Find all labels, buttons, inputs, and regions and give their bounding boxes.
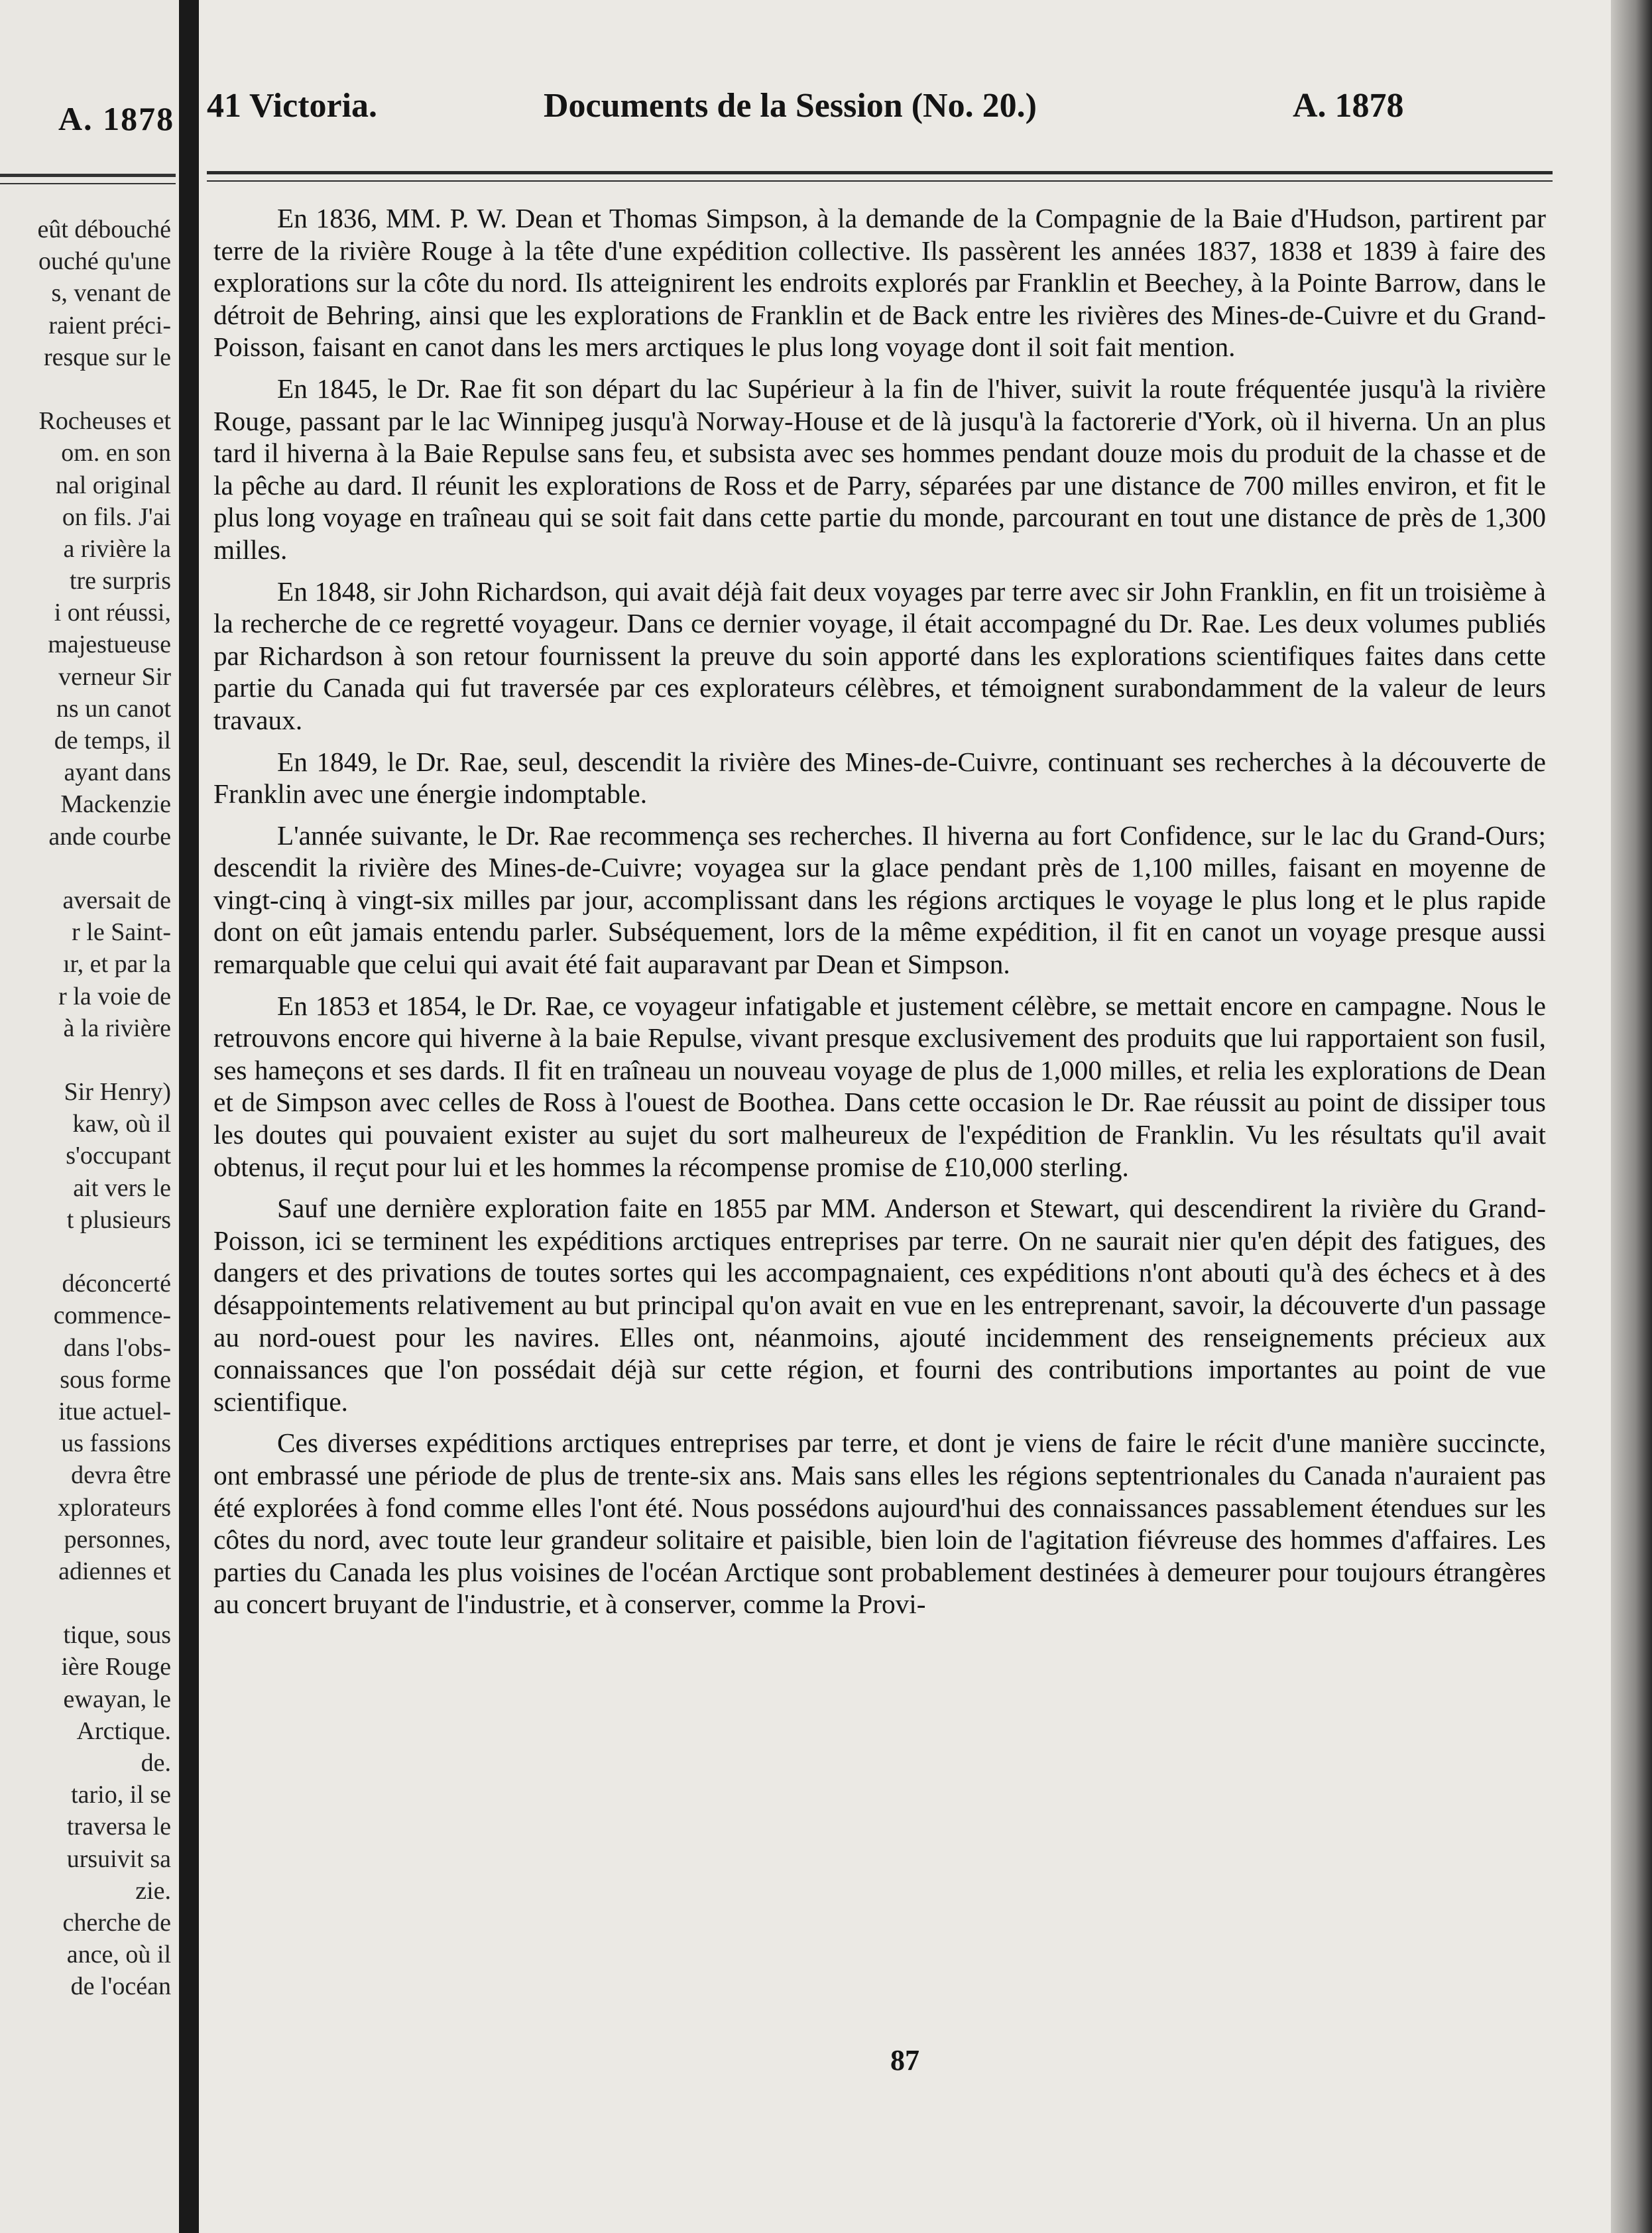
facing-page-line: déconcerté	[62, 1270, 171, 1298]
facing-page-line: us fassions	[61, 1429, 171, 1458]
facing-page-header: A. 1878	[58, 100, 175, 137]
paragraph: En 1853 et 1854, le Dr. Rae, ce voyageur infatigable et justement célèbre, se mettait encore en campagne. Nous le retrouvons encore qui hiverne à la baie Repulse, vivant presque exclusivement des produits que lui rapportaient son fusil, ses hameçons et ses dards. Il fit en traîneau un nouveau voyage de plus de 1,000 milles, et relia les explorations de Dean et de Simpson avec celles de Ross à l'ouest de Boothea. Dans cette occasion le Dr. Rae réussit au point de dissiper tous les doutes qui pouvaient exister au sujet du sort malheureux de l'expédition de Franklin. Vu les résultats qu'il avait obtenus, il reçut pour lui et les hommes la récompense promise de £10,000 sterling.	[213, 990, 1546, 1182]
paragraph: En 1845, le Dr. Rae fit son départ du lac Supérieur à la fin de l'hiver, suivit la route fréquentée jusqu'à la rivière Rouge, passant par le lac Winnipeg jusqu'à Norway-House et de là jusqu'à la factorerie d'York, où il hiverna. Un an plus tard il hiverna à la Baie Repulse sans feu, et subsista avec ses hommes pendant douze mois du produit de la chasse et de la pêche au dard. Il réunit les explorations de Ross et de Parry, séparées par une distance de 700 milles environ, et fit le plus long voyage en traîneau qui se soit fait dans cette partie du monde, parcourant en tout une distance de près de 1,300 milles.	[213, 373, 1546, 565]
paragraph: En 1849, le Dr. Rae, seul, descendit la rivière des Mines-de-Cuivre, continuant ses recherches à la découverte de Franklin avec une énergie indomptable.	[213, 746, 1546, 810]
facing-page-line: itue actuel-	[58, 1397, 171, 1425]
facing-page-line: tre surpris	[69, 567, 171, 595]
document-page	[199, 0, 1611, 2233]
facing-page-line: zie.	[135, 1876, 171, 1905]
facing-page-line: r la voie de	[58, 982, 171, 1010]
paragraph: En 1848, sir John Richardson, qui avait déjà fait deux voyages par terre avec sir John Franklin, en fit un troisième à la recherche de ce regretté voyageur. Dans ce dernier voyage, il était accompagné du Dr. Rae. Les deux volumes publiés par Richardson à son retour fournissent la preuve du soin apporté dans les explorations scientifiques faites dans cette partie du Canada qui fut traversée par ces explorateurs célèbres, et témoignent surabondamment de la valeur de leurs travaux.	[213, 575, 1546, 735]
facing-page-rule	[0, 174, 176, 177]
paragraph: Ces diverses expéditions arctiques entreprises par terre, et dont je viens de faire le récit d'une manière succincte, ont embrassé une période de plus de trente-six ans. Mais sans elles les régions septentrionales du Canada n'auraient pas été explorées à fond comme elles l'ont été. Nous possédons aujourd'hui des connaissances passablement étendues sur les côtes du nord, avec toute leur grandeur solitaire et paisible, bien loin de l'agitation fiévreuse des hommes d'affaires. Les parties du Canada les plus voisines de l'océan Arctique sont probablement destinées à demeurer pour toujours étrangères au concert bruyant de l'industrie, et à conserver, comme la Provi-	[213, 1427, 1546, 1620]
facing-page-line: ande courbe	[48, 822, 171, 851]
facing-page-line	[0, 1044, 171, 1076]
facing-page-line: ursuivit sa	[66, 1844, 171, 1873]
facing-page-line: raient préci-	[48, 311, 171, 339]
header-volume: 41 Victoria.	[207, 87, 378, 125]
facing-page-line	[0, 853, 171, 884]
header-rule-thin	[207, 180, 1553, 182]
facing-page-line: eût débouché	[37, 215, 171, 243]
facing-page-line: à la rivière	[63, 1014, 171, 1042]
facing-page-line: r le Saint-	[72, 918, 171, 947]
facing-page-line: de.	[141, 1749, 171, 1777]
facing-page-line: ewayan, le	[63, 1685, 171, 1713]
facing-page-rule-thin	[0, 183, 176, 184]
header-year: A. 1878	[1293, 87, 1404, 125]
facing-page-line: nal original	[55, 471, 171, 499]
facing-page-line: tario, il se	[71, 1781, 171, 1809]
facing-page-line	[0, 373, 171, 405]
facing-page-line: aversait de	[62, 886, 171, 914]
facing-page-line: ance, où il	[66, 1941, 171, 1969]
facing-page-line: i ont réussi,	[54, 599, 171, 627]
facing-page-line: Arctique.	[76, 1717, 171, 1745]
facing-page-line: on fils. J'ai	[62, 503, 171, 531]
book-gutter	[179, 0, 199, 2233]
facing-page-line: commence-	[53, 1301, 171, 1330]
facing-page-line: verneur Sir	[58, 662, 171, 691]
facing-page-line: ait vers le	[73, 1174, 171, 1202]
facing-page-line	[0, 1587, 171, 1619]
page-number: 87	[890, 2044, 919, 2077]
facing-page-line: sous forme	[60, 1365, 171, 1394]
facing-page-line: resque sur le	[43, 343, 171, 371]
paragraph: En 1836, MM. P. W. Dean et Thomas Simpson, à la demande de la Compagnie de la Baie d'Hudson, partirent par terre de la rivière Rouge à la tête d'une expédition collective. Ils passèrent les années 1837, 1838 et 1839 à faire des explorations sur la côte du nord. Ils atteignirent les endroits explorés par Franklin et Beechey, à la Pointe Barrow, dans le détroit de Behring, ainsi que les explorations de Franklin et de Back entre les rivières des Mines-de-Cuivre et du Grand-Poisson, faisant en canot dans les mers arctiques le plus long voyage dont il soit fait mention.	[213, 203, 1546, 363]
facing-page-line: a rivière la	[63, 534, 171, 563]
facing-page-line: ayant dans	[64, 758, 171, 787]
facing-page-line: traversa le	[66, 1813, 171, 1841]
facing-page-line: kaw, où il	[72, 1110, 171, 1138]
page-edge	[1611, 0, 1652, 2233]
facing-page-line: t plusieurs	[66, 1205, 171, 1234]
header-title: Documents de la Session (No. 20.)	[544, 87, 1037, 125]
header-rule	[207, 171, 1553, 174]
facing-page-line: de l'océan	[70, 1972, 171, 2001]
facing-page-line: ns un canot	[56, 694, 171, 723]
facing-page-line	[0, 1236, 171, 1268]
facing-page-line: ır, et par la	[62, 950, 171, 979]
facing-page-line: devra être	[71, 1461, 171, 1490]
facing-page-line: dans l'obs-	[63, 1333, 171, 1362]
facing-page-line: ière Rouge	[61, 1653, 171, 1681]
facing-page-line: Mackenzie	[60, 790, 171, 819]
facing-page-line: cherche de	[62, 1908, 171, 1937]
facing-page-fragment	[0, 0, 179, 2233]
facing-page-line: de temps, il	[54, 727, 171, 754]
facing-page-line: xplorateurs	[58, 1493, 171, 1522]
facing-page-line: om. en son	[61, 439, 171, 467]
facing-page-line: Rocheuses et	[38, 407, 171, 436]
facing-page-text	[0, 213, 171, 2003]
facing-page-line: Sir Henry)	[64, 1078, 171, 1107]
facing-page-line: adiennes et	[58, 1557, 171, 1585]
facing-page-line: tique, sous	[63, 1621, 171, 1650]
facing-page-line: s'occupant	[66, 1142, 171, 1170]
facing-page-line: s, venant de	[51, 279, 171, 308]
body-text	[213, 202, 1546, 1630]
facing-page-line: ouché qu'une	[38, 247, 171, 276]
paragraph: Sauf une dernière exploration faite en 1855 par MM. Anderson et Stewart, qui descendirent la rivière du Grand-Poisson, ici se terminent les expéditions arctiques entreprises par terre. On ne saurait nier qu'en dépit des fatigues, des dangers et des privations de toutes sortes qui les accompagnaient, ces expéditions n'ont abouti qu'à des échecs et à des désappointements relativement au but principal qu'on avait en vue en les entreprenant, savoir, la découverte d'un passage au nord-ouest pour les navires. Elles ont, néanmoins, ajouté incidemment des renseignements précieux aux connaissances que l'on possédait déjà sur cette région, et fourni des contributions importantes au point de vue scientifique.	[213, 1193, 1546, 1417]
running-header	[199, 86, 1611, 133]
facing-page-line: majestueuse	[48, 631, 171, 659]
paragraph: L'année suivante, le Dr. Rae recommença ses recherches. Il hiverna au fort Confidence, sur le lac du Grand-Ours; descendit la rivière des Mines-de-Cuivre; voyagea sur la glace pendant près de 1,100 milles, faisant en moyenne de vingt-cinq à vingt-six milles par jour, accomplissant dans les régions arctiques le voyage le plus long et le plus rapide dont on eût jamais entendu parler. Subséquement, lors de la même expédition, il fit en canot un voyage presque aussi remarquable que celui qui avait été fait auparavant par Dean et Simpson.	[213, 819, 1546, 980]
facing-page-line: personnes,	[64, 1525, 171, 1553]
